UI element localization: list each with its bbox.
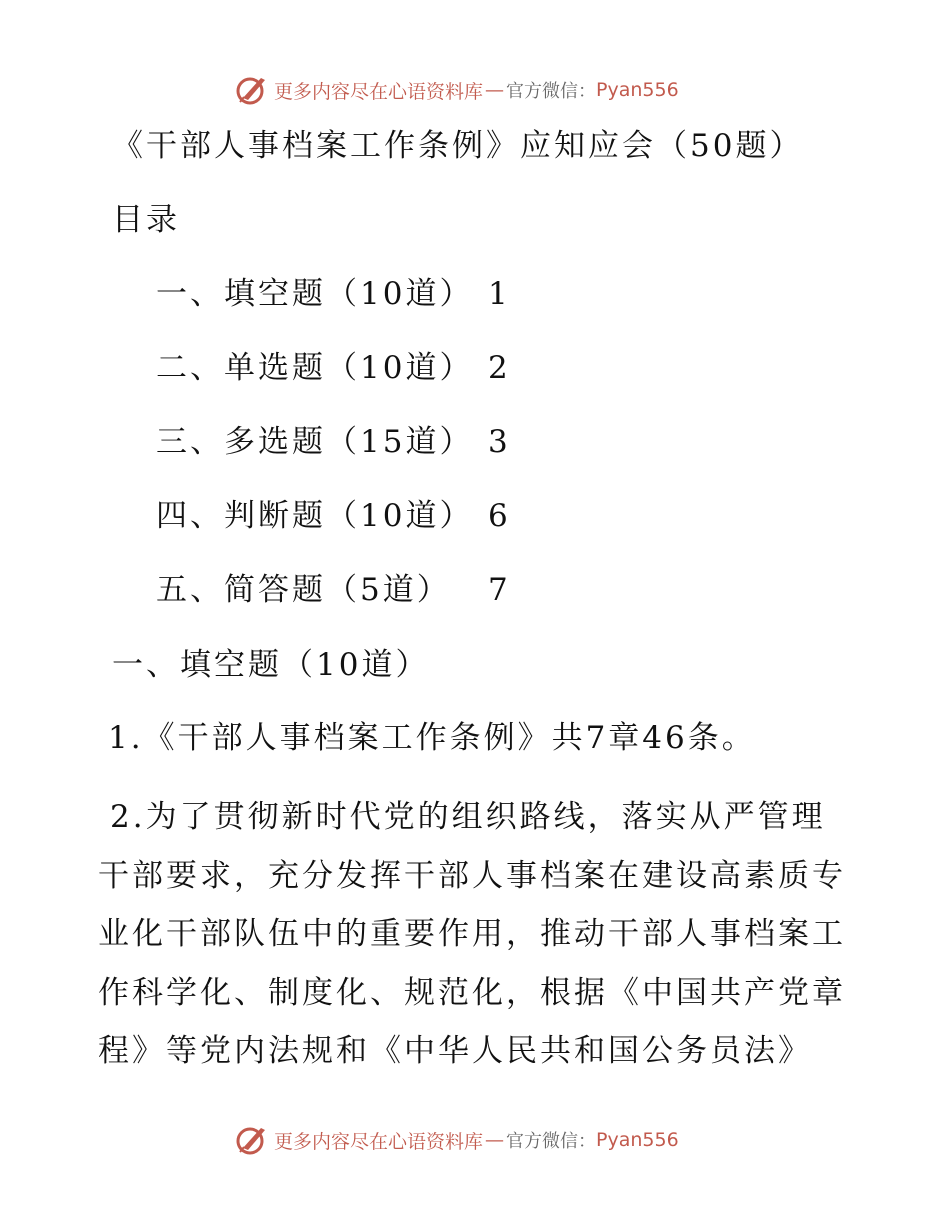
section-heading: 一、填空题（10道） [112,647,430,683]
watermark-official-label: 官方微信： [506,1131,597,1152]
toc-entry-label: 四、判断题（10道） [156,498,474,534]
quill-logo-icon [234,1123,268,1157]
watermark-handle: Pyan556 [596,79,679,101]
toc-entry-label: 一、填空题（10道） [156,276,474,312]
toc-entry-page: 2 [488,350,511,386]
toc-entry-page: 6 [488,498,511,534]
document-title: 《干部人事档案工作条例》应知应会（50题） [112,128,804,164]
question-1: 1.《干部人事档案工作条例》共7章46条。 [108,720,756,756]
toc-entry-page: 1 [488,276,511,312]
watermark-library-text: 更多内容尽在心语资料库 [274,1130,484,1153]
header-watermark [234,72,679,108]
toc-entry-label: 二、单选题（10道） [156,350,474,386]
watermark-dash: — [485,79,505,101]
toc-heading: 目录 [112,202,180,238]
toc-entry-label: 三、多选题（15道） [156,424,474,460]
toc-entry-page: 3 [488,424,511,460]
quill-logo-icon [234,73,268,107]
toc-entry-label: 五、简答题（5道） [156,572,451,608]
question-2: 2.为了贯彻新时代党的组织路线，落实从严管理干部要求，充分发挥干部人事档案在建设高素质专业化干部队伍中的重要作用，推动干部人事档案工作科学化、制度化、规范化，根据《中国共产党章程》等党内法规和《中华人民共和国公务员法》 [98,799,846,1069]
watermark-library-text: 更多内容尽在心语资料库 [274,80,484,103]
footer-watermark [234,1122,679,1158]
watermark-official-label: 官方微信： [506,81,597,102]
watermark-dash: — [485,1129,505,1151]
toc-entry-page: 7 [488,572,511,608]
watermark-handle: Pyan556 [596,1129,679,1151]
